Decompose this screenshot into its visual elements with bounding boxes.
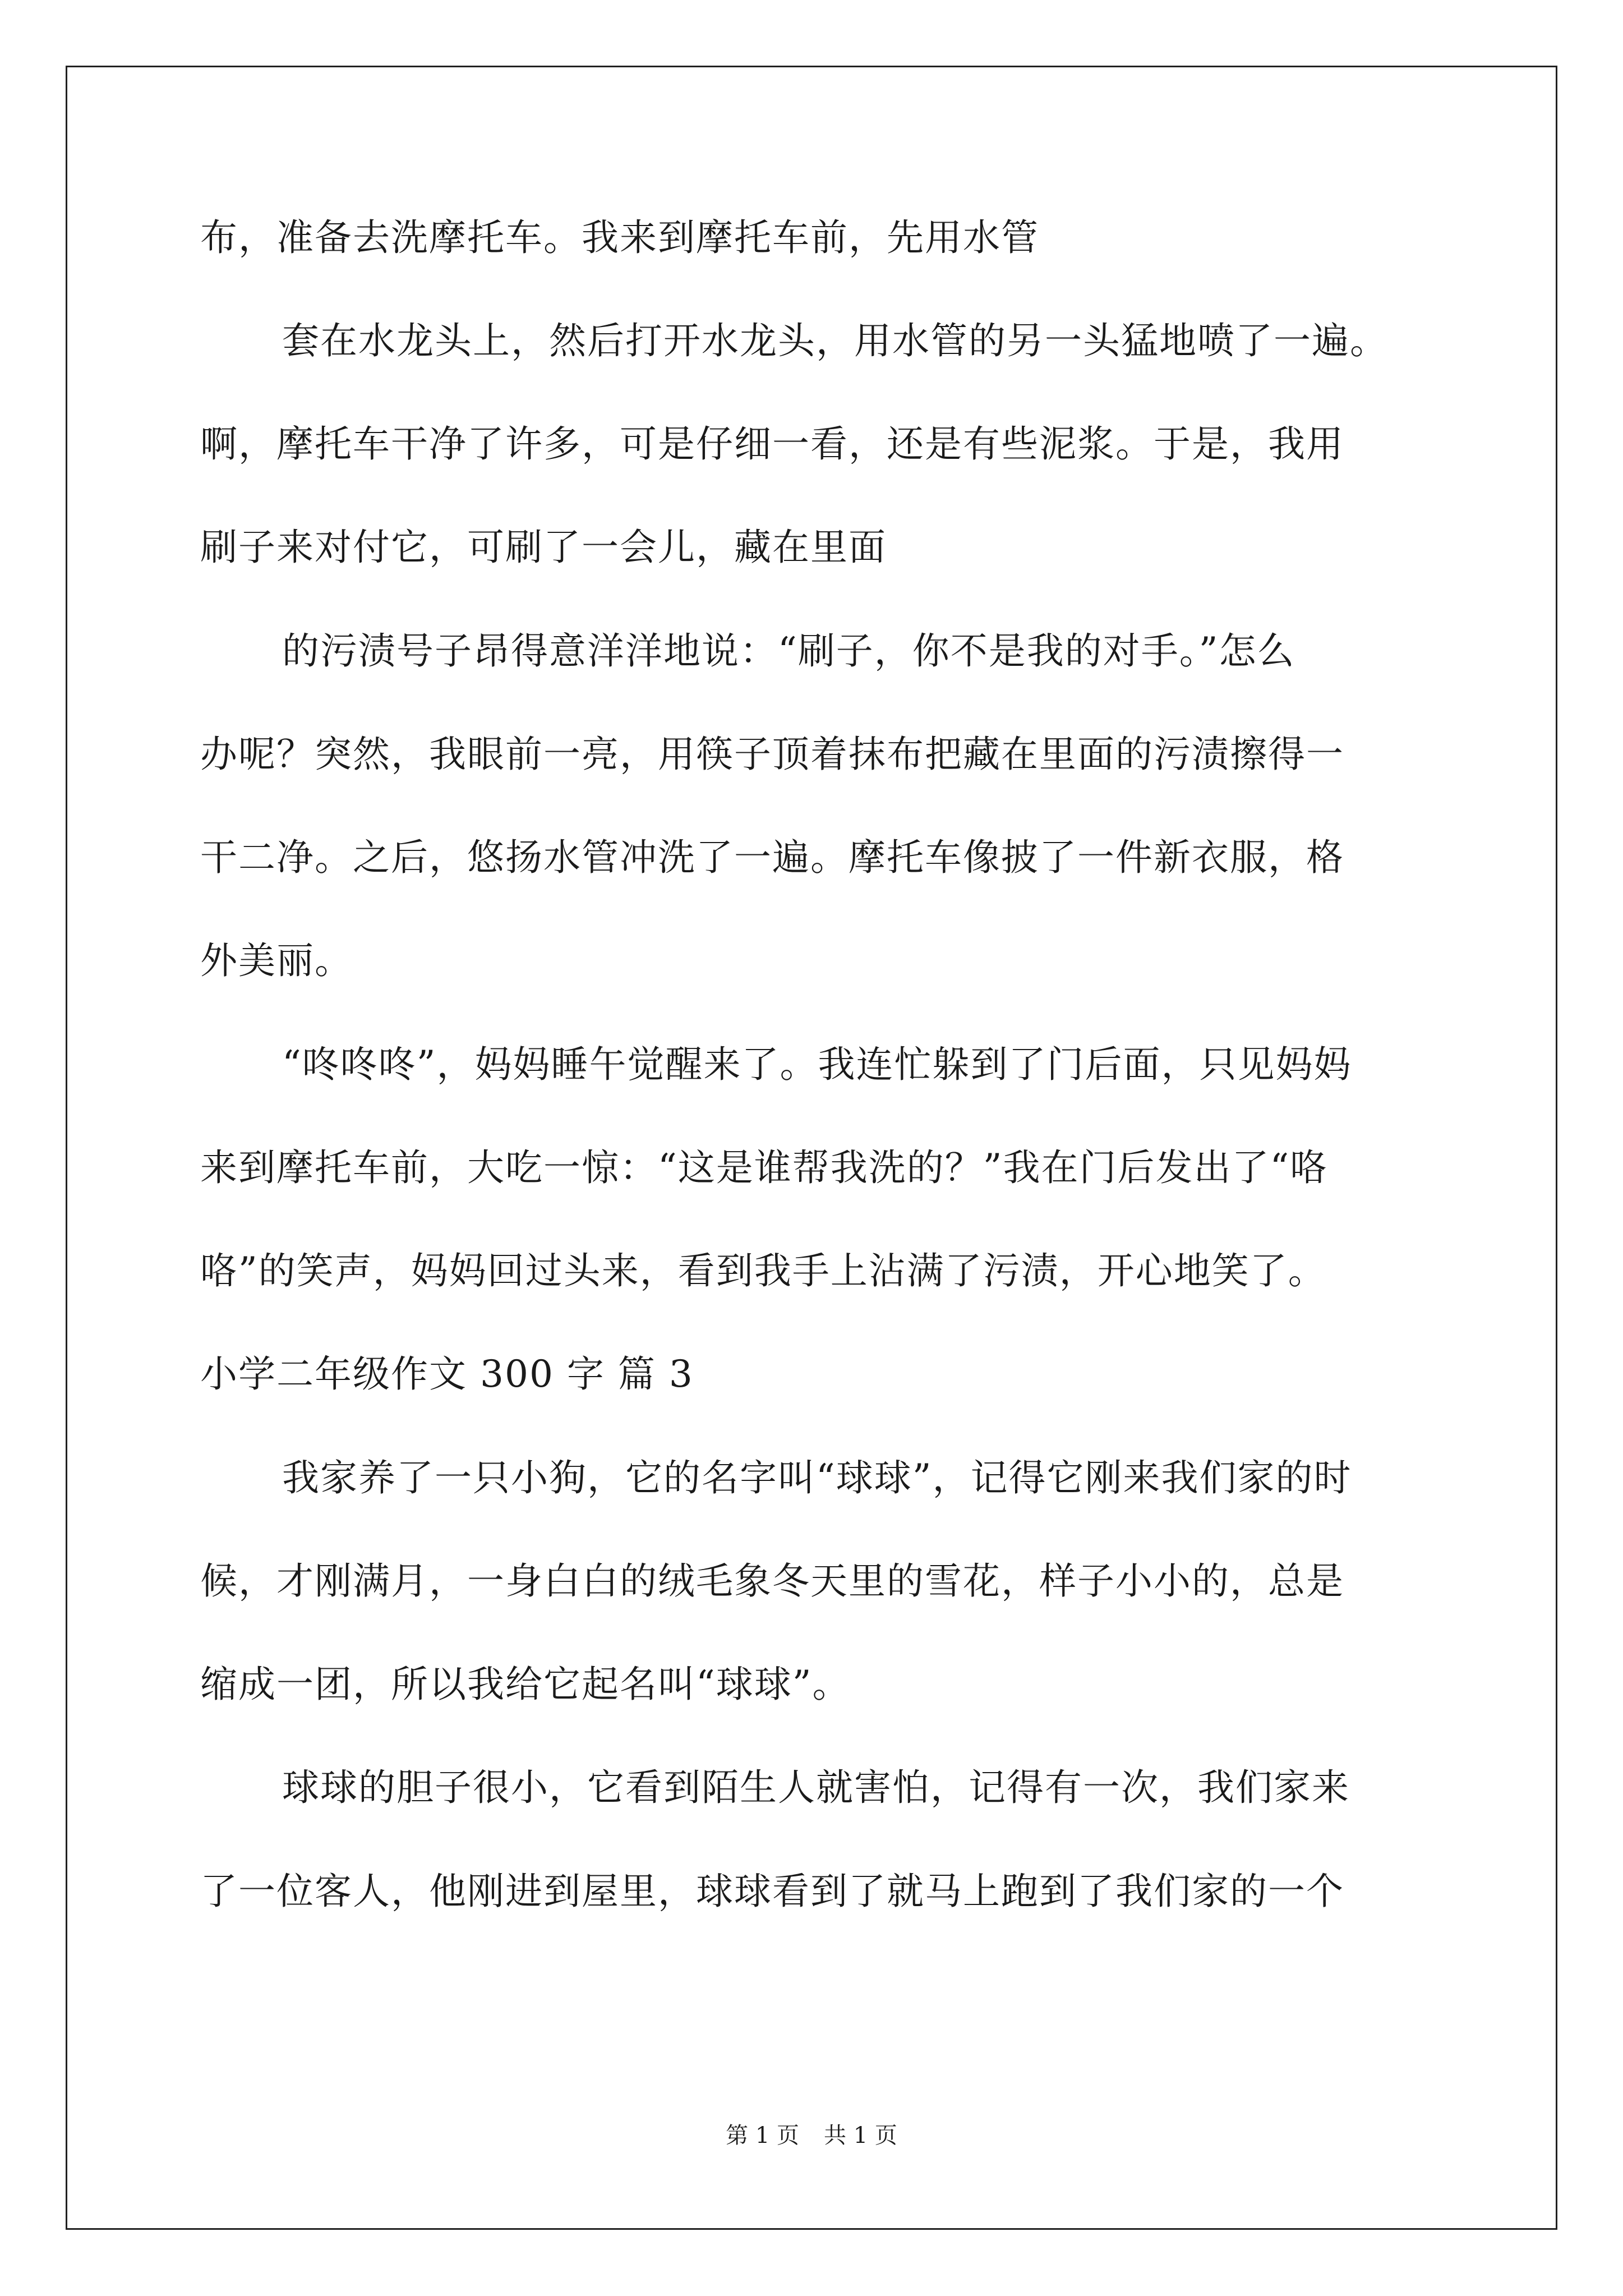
paragraph-line: 来到摩托车前，大吃一惊：“这是谁帮我洗的？”我在门后发出了“咯 — [200, 1146, 1329, 1189]
paragraph-line: 球球的胆子很小，它看到陌生人就害怕，记得有一次，我们家来 — [282, 1766, 1350, 1809]
page-number: 第 1 页 — [726, 2123, 799, 2148]
paragraph-line: “咚咚咚”，妈妈睡午觉醒来了。我连忙躲到了门后面，只见妈妈 — [282, 1043, 1352, 1086]
paragraph-line: 缩成一团，所以我给它起名叫“球球”。 — [200, 1663, 851, 1706]
paragraph-line: 啊，摩托车干净了许多，可是仔细一看，还是有些泥浆。于是，我用 — [200, 422, 1344, 466]
page-footer — [0, 2122, 1623, 2150]
paragraph-line: 干二净。之后，悠扬水管冲洗了一遍。摩托车像披了一件新衣服，格 — [200, 836, 1344, 879]
paragraph-line: 咯”的笑声，妈妈回过头来，看到我手上沾满了污渍，开心地笑了。 — [200, 1249, 1326, 1292]
paragraph-line: 候，才刚满月，一身白白的绒毛象冬天里的雪花，样子小小的，总是 — [200, 1559, 1344, 1603]
paragraph-line: 布，准备去洗摩托车。我来到摩托车前，先用水管 — [200, 216, 1039, 259]
paragraph-line: 的污渍号子昂得意洋洋地说：“刷子，你不是我的对手。”怎么 — [282, 629, 1295, 673]
paragraph-line: 了一位客人，他刚进到屋里，球球看到了就马上跑到了我们家的一个 — [200, 1870, 1344, 1913]
paragraph-line: 刷子来对付它，可刷了一会儿，藏在里面 — [200, 526, 887, 569]
paragraph-line: 套在水龙头上，然后打开水龙头，用水管的另一头猛地喷了一遍。 — [282, 319, 1388, 362]
paragraph-line: 外美丽。 — [200, 939, 353, 982]
page-total: 共 1 页 — [824, 2123, 897, 2148]
paragraph-line: 我家养了一只小狗，它的名字叫“球球”，记得它刚来我们家的时 — [282, 1456, 1352, 1499]
paragraph-line: 办呢？突然，我眼前一亮，用筷子顶着抹布把藏在里面的污渍擦得一 — [200, 733, 1344, 776]
section-heading: 小学二年级作文 300 字 篇 3 — [200, 1352, 694, 1396]
